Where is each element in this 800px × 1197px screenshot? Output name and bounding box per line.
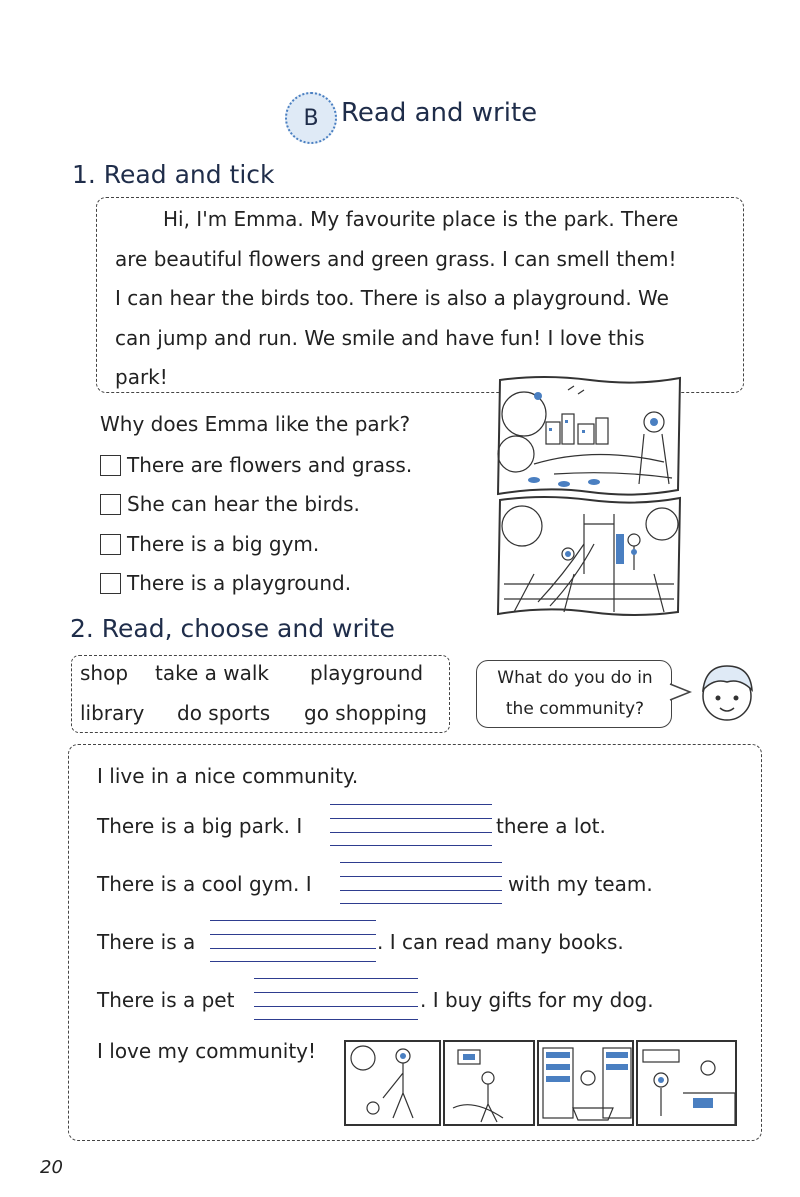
word-option: go shopping (304, 701, 427, 725)
answer-blank-3[interactable] (210, 920, 376, 962)
option-label: She can hear the birds. (127, 492, 360, 516)
option-1 (100, 453, 412, 477)
boy-face-icon (694, 660, 760, 726)
sentence-2-end: with my team. (508, 872, 653, 896)
sentence-3-start: There is a (97, 930, 196, 954)
sentence-1-start: There is a big park. I (97, 814, 303, 838)
passage-line: I can hear the birds too. There is also a playground. We (115, 286, 669, 310)
passage-line: park! (115, 365, 168, 389)
sentence-4-end: . I buy gifts for my dog. (420, 988, 654, 1012)
section-badge: B (285, 92, 337, 144)
page-number: 20 (40, 1157, 63, 1178)
sentence-3-end: . I can read many books. (377, 930, 624, 954)
bubble-tail-icon (668, 680, 692, 704)
passage-line: Hi, I'm Emma. My favourite place is the park. There (163, 207, 679, 231)
sentence-2-start: There is a cool gym. I (97, 872, 312, 896)
sentence-1-end: there a lot. (496, 814, 606, 838)
tick-box[interactable] (100, 573, 121, 594)
passage-line: are beautiful flowers and green grass. I can smell them! (115, 246, 677, 271)
part1-heading: 1. Read and tick (72, 160, 275, 189)
part2-heading: 2. Read, choose and write (70, 614, 395, 643)
bubble-line: What do you do in (497, 668, 653, 688)
speech-bubble (476, 660, 672, 728)
word-option: playground (310, 661, 424, 685)
option-label: There is a playground. (127, 571, 352, 595)
tick-box[interactable] (100, 455, 121, 476)
word-option: take a walk (155, 661, 269, 685)
sentence-4-start: There is a pet (97, 988, 235, 1012)
option-2 (100, 492, 360, 516)
tick-box[interactable] (100, 534, 121, 555)
answer-blank-4[interactable] (254, 978, 418, 1020)
word-option: shop (80, 661, 129, 685)
answer-blank-1[interactable] (330, 804, 492, 846)
reading-passage (115, 200, 730, 398)
section-title: Read and write (341, 98, 538, 128)
intro-sentence: I live in a nice community. (97, 764, 359, 788)
answer-blank-2[interactable] (340, 862, 502, 904)
option-3 (100, 532, 319, 556)
option-4 (100, 571, 351, 595)
tick-box[interactable] (100, 494, 121, 515)
passage-line: can jump and run. We smile and have fun! I love this (115, 325, 645, 350)
bubble-line: the community? (505, 699, 645, 719)
outro-sentence: I love my community! (97, 1039, 317, 1063)
word-option: do sports (177, 701, 271, 725)
community-illustration (343, 1038, 739, 1128)
word-option: library (80, 701, 145, 725)
option-label: There are flowers and grass. (127, 453, 413, 477)
option-label: There is a big gym. (127, 532, 320, 556)
question-text: Why does Emma like the park? (100, 412, 411, 436)
park-illustration (494, 374, 684, 618)
